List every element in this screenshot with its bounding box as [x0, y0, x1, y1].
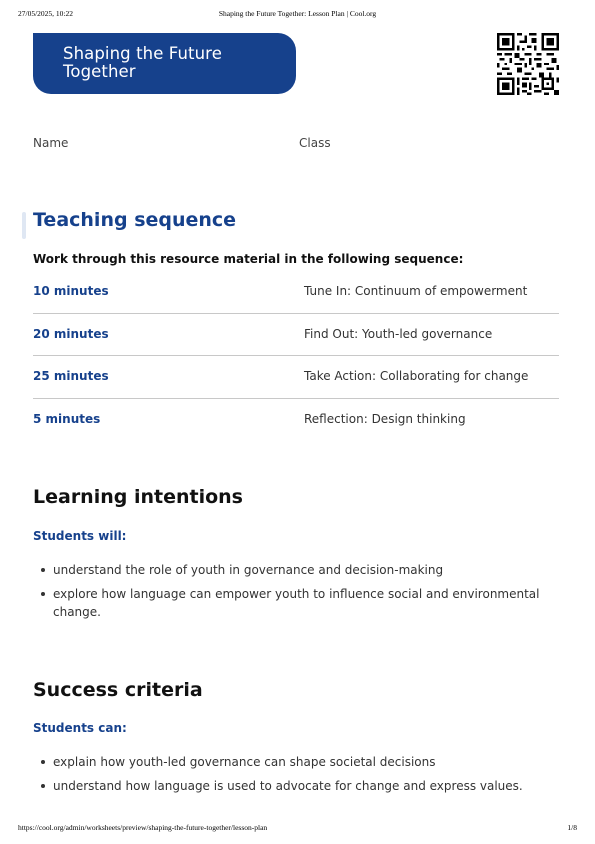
list-item: explore how language can empower youth to influence social and environmental change.	[33, 585, 543, 621]
class-field-label: Class	[299, 136, 331, 150]
name-field-label: Name	[33, 136, 69, 150]
list-item: understand the role of youth in governance and decision-making	[33, 561, 543, 579]
success-criteria-title: Success criteria	[33, 679, 203, 701]
sequence-row	[33, 314, 559, 357]
learning-intentions-label: Students will:	[33, 529, 127, 543]
teaching-sequence-intro: Work through this resource material in the following sequence:	[33, 252, 464, 266]
sequence-duration: 5 minutes	[33, 411, 101, 426]
print-url: https://cool.org/admin/worksheets/preview/shaping-the-future-together/lesson-plan	[18, 823, 268, 832]
sequence-activity: Tune In: Continuum of empowerment	[304, 284, 528, 298]
title-banner	[33, 33, 296, 94]
sequence-activity: Find Out: Youth-led governance	[304, 326, 493, 341]
success-criteria-list	[33, 753, 543, 801]
list-item: explain how youth-led governance can shape societal decisions	[33, 753, 543, 771]
sequence-row	[33, 356, 559, 399]
sequence-duration: 25 minutes	[33, 369, 109, 383]
print-header	[18, 9, 577, 21]
qr-code-icon	[497, 33, 559, 95]
sequence-table	[33, 271, 559, 441]
sequence-duration: 20 minutes	[33, 326, 109, 341]
page-number: 1/8	[567, 823, 577, 832]
sequence-activity: Reflection: Design thinking	[304, 411, 466, 426]
print-doc-title: Shaping the Future Together: Lesson Plan | Cool.org	[218, 9, 377, 18]
print-datetime: 27/05/2025, 10:22	[18, 9, 74, 18]
learning-intentions-title: Learning intentions	[33, 486, 243, 508]
title-line-2: Together	[63, 62, 136, 81]
teaching-sequence-title: Teaching sequence	[33, 209, 237, 231]
success-criteria-label: Students can:	[33, 721, 127, 735]
print-footer	[18, 823, 577, 835]
sequence-row	[33, 399, 559, 442]
sequence-row	[33, 271, 559, 314]
sequence-duration: 10 minutes	[33, 284, 109, 298]
learning-intentions-list	[33, 561, 543, 627]
sequence-activity: Take Action: Collaborating for change	[304, 369, 529, 383]
list-item: understand how language is used to advocate for change and express values.	[33, 777, 543, 795]
title-line-1: Shaping the Future	[63, 44, 222, 63]
section-accent-bar	[22, 212, 26, 239]
